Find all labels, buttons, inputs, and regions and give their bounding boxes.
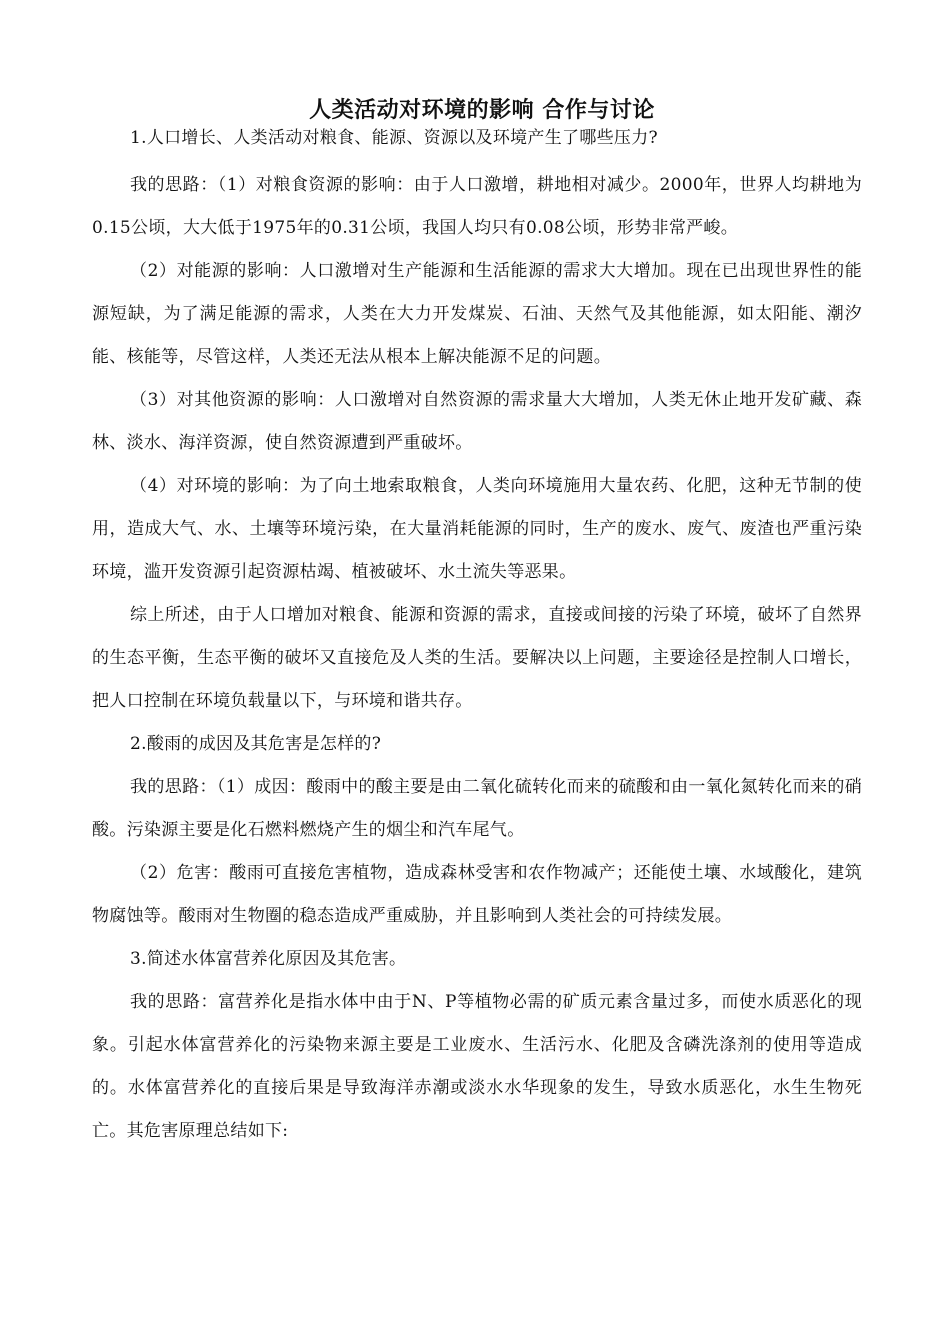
answer-2-harm: （2）危害：酸雨可直接危害植物，造成森林受害和农作物减产；还能使土壤、水域酸化，建筑物腐蚀等。酸雨对生物圈的稳态造成严重威胁，并且影响到人类社会的可持续发展。 <box>92 863 862 926</box>
question-1: 1.人口增长、人类活动对粮食、能源、资源以及环境产生了哪些压力? <box>130 128 658 148</box>
question-3: 3.简述水体富营养化原因及其危害。 <box>130 949 407 969</box>
question-2: 2.酸雨的成因及其危害是怎样的? <box>130 734 382 754</box>
answer-1-summary: 综上所述，由于人口增加对粮食、能源和资源的需求，直接或间接的污染了环境，破坏了自然界的生态平衡，生态平衡的破坏又直接危及人类的生活。要解决以上问题，主要途径是控制人口增长，把人口控制在环境负载量以下，与环境和谐共存。 <box>92 605 862 711</box>
answer-1-environment: （4）对环境的影响：为了向土地索取粮食，人类向环境施用大量农药、化肥，这种无节制的使用，造成大气、水、土壤等环境污染，在大量消耗能源的同时，生产的废水、废气、废渣也严重污染环境，滥开发资源引起资源枯竭、植被破坏、水土流失等恶果。 <box>92 476 862 582</box>
document-page <box>92 94 862 1153</box>
answer-1-resources: （3）对其他资源的影响：人口激增对自然资源的需求量大大增加，人类无休止地开发矿藏、森林、淡水、海洋资源，使自然资源遭到严重破坏。 <box>92 390 862 453</box>
document-title: 人类活动对环境的影响 合作与讨论 <box>309 97 655 123</box>
answer-1-energy: （2）对能源的影响：人口激增对生产能源和生活能源的需求大大增加。现在已出现世界性的能源短缺，为了满足能源的需求，人类在大力开发煤炭、石油、天然气及其他能源，如太阳能、潮汐能、核能等，尽管这样，人类还无法从根本上解决能源不足的问题。 <box>92 261 862 367</box>
answer-2-cause: 我的思路：（1）成因：酸雨中的酸主要是由二氧化硫转化而来的硫酸和由一氧化氮转化而来的硝酸。污染源主要是化石燃料燃烧产生的烟尘和汽车尾气。 <box>92 777 862 840</box>
answer-1-food: 我的思路：（1）对粮食资源的影响：由于人口激增，耕地相对减少。2000年，世界人均耕地为0.15公顷，大大低于1975年的0.31公顷，我国人均只有0.08公顷，形势非常严峻。 <box>92 175 862 238</box>
answer-3: 我的思路：富营养化是指水体中由于N、P等植物必需的矿质元素含量过多，而使水质恶化的现象。引起水体富营养化的污染物来源主要是工业废水、生活污水、化肥及含磷洗涤剂的使用等造成的。水体富营养化的直接后果是导致海洋赤潮或淡水水华现象的发生，导致水质恶化，水生生物死亡。其危害原理总结如下: <box>92 992 862 1141</box>
